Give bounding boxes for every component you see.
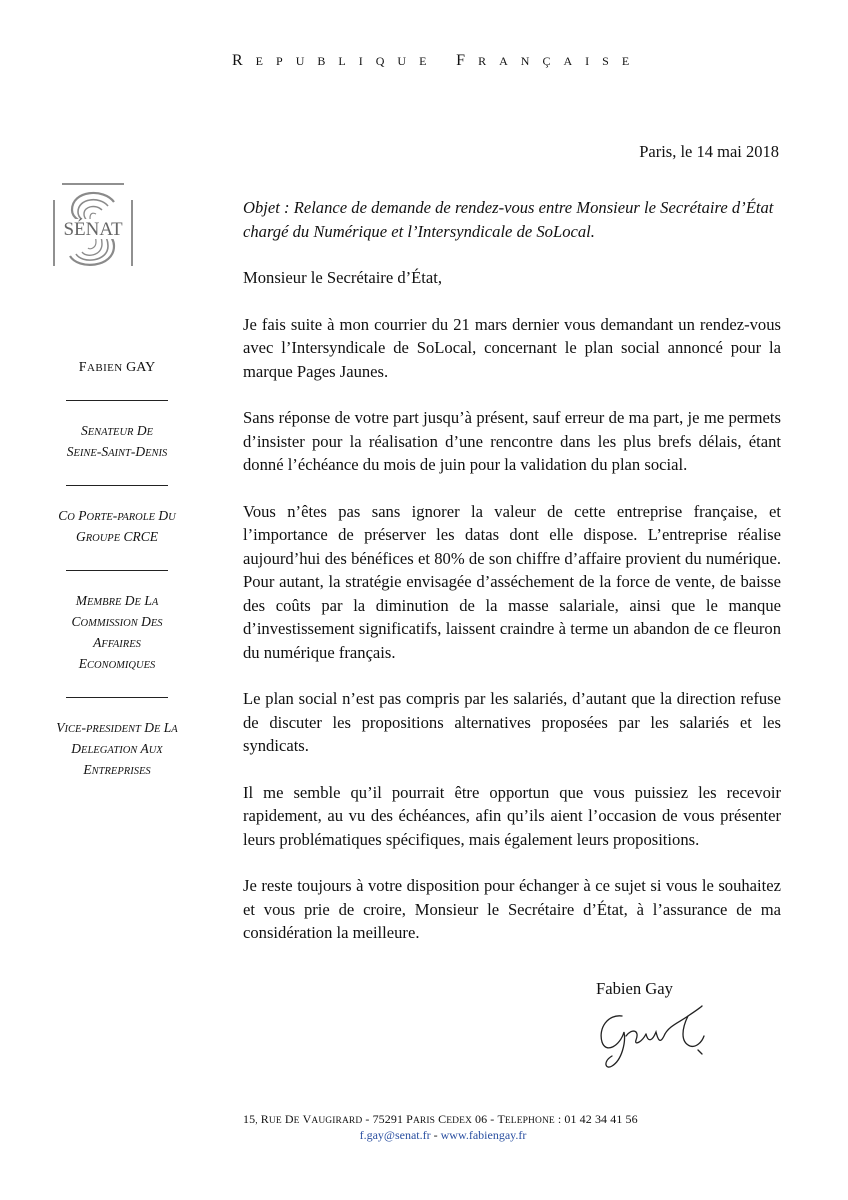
footer-address-text: 15, RUE DE VAUGIRARD - 75291 PARIS CEDEX 06 - TELEPHONE : 01 42 34 41 56 [243, 1112, 638, 1126]
sender-title-line: SENATEUR DE [80, 423, 154, 438]
sender-title-block [22, 506, 212, 548]
letter-paragraph: Sans réponse de votre part jusqu’à présent, sauf erreur de ma part, je me permets d’insister pour la réalisation d’une rencontre dans les plus brefs délais, étant donné l’échéance du mois de juin pour la validation du plan social. [243, 408, 781, 474]
senat-logo [52, 182, 134, 278]
sender-title-line: CO PORTE-PAROLE DU [58, 508, 176, 523]
sender-name [22, 358, 212, 378]
sender-title-line: ECONOMIQUES [78, 656, 156, 671]
letter-paragraphs [243, 313, 781, 945]
page-header-title [232, 52, 772, 70]
handwritten-signature [590, 1002, 720, 1070]
letter-body [243, 196, 781, 968]
signer-name: Fabien Gay [596, 979, 673, 998]
sender-title-block [22, 421, 212, 463]
senat-logo-icon [52, 182, 134, 278]
header-text: REPUBLIQUE FRANÇAISE [232, 52, 643, 69]
sidebar-divider [66, 400, 168, 401]
footer-separator: - [430, 1128, 441, 1142]
footer-contact [243, 1128, 643, 1143]
signature-icon [590, 1002, 720, 1070]
sidebar-divider [66, 570, 168, 571]
sender-title-line: AFFAIRES [93, 635, 141, 650]
letter-salutation: Monsieur le Secrétaire d’État, [243, 268, 443, 287]
sender-title-line: DELEGATION AUX [71, 741, 163, 756]
sender-title-line: COMMISSION DES [71, 614, 163, 629]
sidebar-divider [66, 485, 168, 486]
sidebar-divider [66, 697, 168, 698]
letter-paragraph: Vous n’êtes pas sans ignorer la valeur de cette entreprise française, et l’importance de préserver les datas dont elle dispose. L’entreprise réalise aujourd’hui des bénéfices et 80% de son chiffre d’affaire provient du numérique. Pour autant, la stratégie envisagée d’asséchement de la force de vente, de baisse des coûts par la diminution de la masse salariale, ainsi que le manque d’investissement significatifs, laissent craindre à terme un abandon de ce fleuron du numérique français. [243, 501, 781, 662]
letter-paragraph: Je fais suite à mon courrier du 21 mars dernier vous demandant un rendez-vous avec l’Intersyndicale de SoLocal, concernant le plan social annoncé pour la marque Pages Jaunes. [243, 314, 781, 381]
logo-wordmark: SÉNAT [63, 219, 123, 240]
sender-titles [22, 400, 212, 781]
sender-title-block [22, 718, 212, 781]
footer-website-link[interactable]: www.fabiengay.fr [440, 1128, 527, 1142]
sender-title-line: ENTREPRISES [83, 762, 151, 777]
sender-first-name: FABIEN [78, 360, 123, 375]
footer-email-link[interactable]: f.gay@senat.fr [359, 1128, 431, 1142]
letter-paragraph: Je reste toujours à votre disposition pour échanger à ce sujet si vous le souhaitez et vous prie de croire, Monsieur le Secrétaire d’État, à l’assurance de ma considération la meilleure. [243, 876, 781, 942]
footer-address [243, 1112, 643, 1127]
sender-title-line: GROUPE CRCE [75, 529, 159, 544]
sender-title-line: VICE-PRESIDENT DE LA [56, 720, 178, 735]
letter-paragraph: Le plan social n’est pas compris par les salariés, d’autant que la direction refuse de discuter les propositions alternatives proposées par les salariés et les syndicats. [243, 689, 781, 755]
sender-title-line: MEMBRE DE LA [75, 593, 159, 608]
sender-title-line: SEINE-SAINT-DENIS [66, 444, 168, 459]
sender-last-name: GAY [126, 360, 156, 375]
letter-paragraph: Il me semble qu’il pourrait être opportun que vous puissiez les recevoir rapidement, au vu des échéances, afin qu’ils aient l’occasion de vous présenter leurs problématiques spécifiques, mais également leurs propositions. [243, 782, 781, 849]
letter-date: Paris, le 14 mai 2018 [639, 142, 779, 161]
sender-title-block [22, 591, 212, 675]
sender-sidebar [22, 358, 212, 803]
letter-subject: Objet : Relance de demande de rendez-vous entre Monsieur le Secrétaire d’État chargé du Numérique et l’Intersyndicale de SoLocal. [243, 198, 774, 241]
